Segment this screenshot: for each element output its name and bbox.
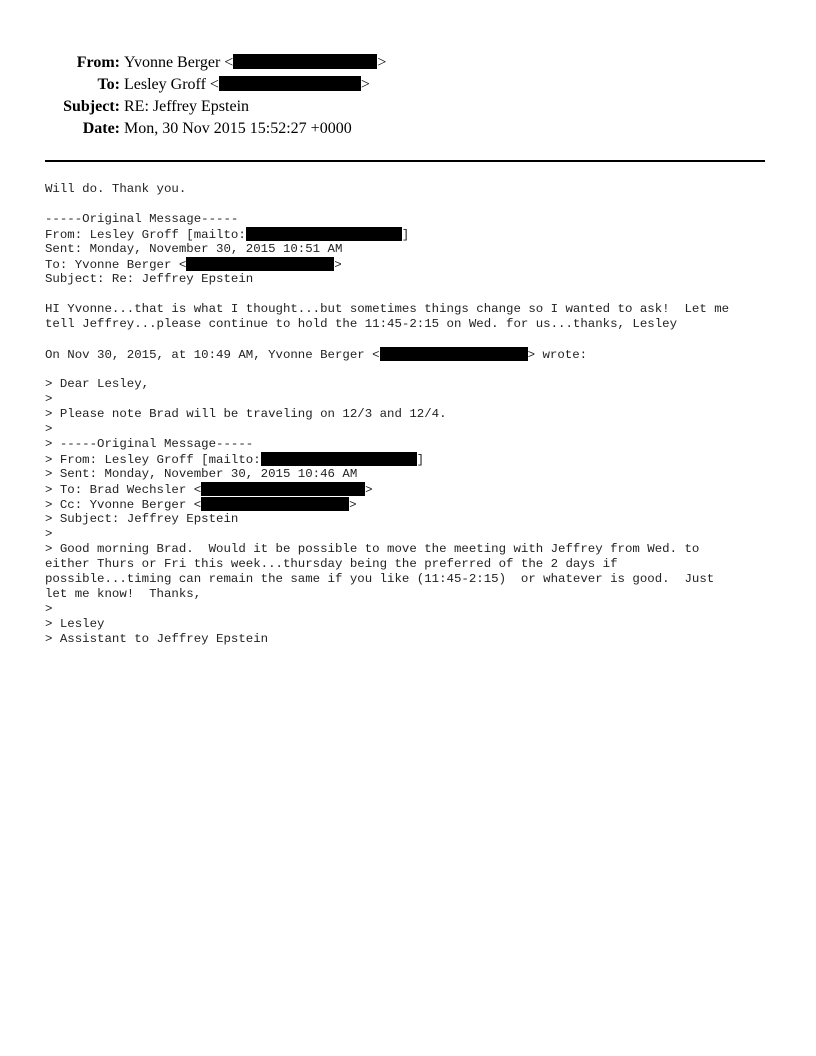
date-row [0, 118, 816, 140]
subject-value: RE: Jeffrey Epstein [124, 98, 250, 115]
wrote-text: On Nov 30, 2015, at 10:49 AM, Yvonne Berger < [45, 348, 380, 362]
quoted-line: > [45, 392, 53, 406]
redaction-block [201, 482, 365, 496]
to-value: Lesley Groff < [124, 76, 219, 93]
to-close: > [360, 76, 370, 93]
reply-text: Will do. Thank you. [45, 182, 187, 196]
message-line: tell Jeffrey...please continue to hold the 11:45-2:15 on Wed. for us...thanks, Lesley [45, 317, 678, 331]
redaction-block [380, 347, 528, 361]
wrote-suffix: > wrote: [527, 348, 588, 362]
quoted-from-suffix: ] [416, 453, 425, 467]
original-separator: -----Original Message----- [45, 212, 239, 226]
subject-label: Subject: [63, 98, 120, 115]
signature-name: > Lesley [45, 617, 105, 631]
quoted-line: > Dear Lesley, [45, 377, 150, 391]
quoted-cc-suffix: > [349, 498, 357, 512]
quoted-subject: > Subject: Jeffrey Epstein [45, 512, 239, 526]
from-value: Yvonne Berger < [124, 54, 234, 71]
quoted-line: > [45, 422, 53, 436]
signature-title: > Assistant to Jeffrey Epstein [45, 632, 269, 646]
quoted-separator: > -----Original Message----- [45, 437, 254, 451]
to-row [0, 74, 816, 96]
original-from-suffix: ] [401, 228, 410, 242]
quoted-line: > [45, 602, 53, 616]
message-line: HI Yvonne...that is what I thought...but sometimes things change so I wanted to ask! Let me [45, 302, 730, 316]
redaction-block [246, 227, 402, 241]
redaction-block [233, 54, 377, 69]
original-from [45, 227, 775, 242]
header-divider [45, 160, 765, 162]
original-from-text: From: Lesley Groff [mailto: [45, 228, 246, 242]
date-value: Mon, 30 Nov 2015 15:52:27 +0000 [124, 120, 352, 137]
quoted-to [45, 482, 775, 497]
subject-row [0, 96, 816, 118]
email-body [45, 182, 775, 647]
quoted-sent: > Sent: Monday, November 30, 2015 10:46 AM [45, 467, 358, 481]
quoted-message-line: possible...timing can remain the same if you like (11:45-2:15) or whatever is good. Just [45, 572, 715, 586]
quoted-to-text: > To: Brad Wechsler < [45, 483, 202, 497]
quoted-line: > [45, 527, 53, 541]
quoted-message-line: either Thurs or Fri this week...thursday being the preferred of the 2 days if [45, 557, 618, 571]
original-subject: Subject: Re: Jeffrey Epstein [45, 272, 254, 286]
redaction-block [201, 497, 349, 511]
quoted-cc-text: > Cc: Yvonne Berger < [45, 498, 202, 512]
original-sent: Sent: Monday, November 30, 2015 10:51 AM [45, 242, 343, 256]
quoted-message-line: > Good morning Brad. Would it be possible to move the meeting with Jeffrey from Wed. to [45, 542, 700, 556]
redaction-block [186, 257, 334, 271]
quoted-to-suffix: > [365, 483, 373, 497]
redaction-block [261, 452, 417, 466]
original-to [45, 257, 775, 272]
original-to-text: To: Yvonne Berger < [45, 258, 187, 272]
to-label: To: [97, 76, 120, 93]
quoted-line: > Please note Brad will be traveling on 12/3 and 12/4. [45, 407, 447, 421]
date-label: Date: [82, 120, 120, 137]
quoted-from-text: > From: Lesley Groff [mailto: [45, 453, 261, 467]
quoted-from [45, 452, 775, 467]
quoted-message-line: let me know! Thanks, [45, 587, 202, 601]
original-to-suffix: > [334, 258, 342, 272]
from-close: > [377, 54, 387, 71]
redaction-block [219, 76, 361, 91]
from-row [0, 52, 816, 74]
email-header [0, 52, 816, 140]
from-label: From: [76, 54, 120, 71]
quoted-cc [45, 497, 775, 512]
wrote-line [45, 347, 775, 362]
